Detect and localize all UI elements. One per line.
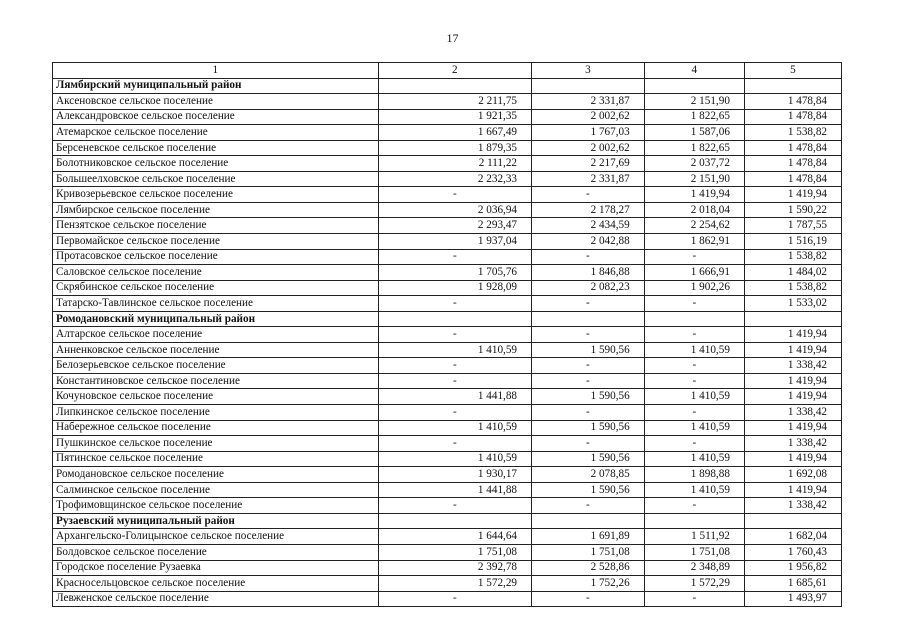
value-cell-col4: 2 018,04 xyxy=(644,202,744,218)
value-cell-col2: - xyxy=(378,436,531,452)
value-cell-col5: 1 692,08 xyxy=(744,467,841,483)
settlement-name: Салминское сельское поселение xyxy=(53,482,379,498)
value-cell-col2: - xyxy=(378,296,531,312)
empty-cell xyxy=(378,311,531,327)
value-cell-col4: 2 151,90 xyxy=(644,171,744,187)
value-cell-col4: 1 862,91 xyxy=(644,234,744,250)
table-row xyxy=(53,296,842,312)
value-cell-col3: 2 082,23 xyxy=(532,280,645,296)
value-cell-col2: 1 667,49 xyxy=(378,125,531,141)
value-cell-col4: 2 037,72 xyxy=(644,156,744,172)
value-cell-col5: 1 338,42 xyxy=(744,498,841,514)
value-cell-col2: 2 392,78 xyxy=(378,560,531,576)
value-cell-col2: - xyxy=(378,249,531,265)
value-cell-col3: 1 751,08 xyxy=(532,544,645,560)
table-row xyxy=(53,280,842,296)
value-cell-col4: - xyxy=(644,249,744,265)
value-cell-col5: 1 484,02 xyxy=(744,265,841,281)
value-cell-col4: 1 572,29 xyxy=(644,576,744,592)
value-cell-col5: 1 419,94 xyxy=(744,482,841,498)
value-cell-col4: - xyxy=(644,405,744,421)
value-cell-col4: 1 410,59 xyxy=(644,342,744,358)
value-cell-col4: 1 410,59 xyxy=(644,389,744,405)
table-row xyxy=(53,234,842,250)
value-cell-col3: - xyxy=(532,296,645,312)
value-cell-col2: 2 036,94 xyxy=(378,202,531,218)
value-cell-col3: - xyxy=(532,436,645,452)
settlement-name: Ромодановское сельское поселение xyxy=(53,467,379,483)
settlement-name: Татарско-Тавлинское сельское поселение xyxy=(53,296,379,312)
empty-cell xyxy=(532,78,645,94)
value-cell-col2: 1 937,04 xyxy=(378,234,531,250)
value-cell-col3: 2 217,69 xyxy=(532,156,645,172)
value-cell-col5: 1 419,94 xyxy=(744,420,841,436)
value-cell-col2: 1 441,88 xyxy=(378,389,531,405)
value-cell-col4: 1 410,59 xyxy=(644,420,744,436)
value-cell-col3: 1 752,26 xyxy=(532,576,645,592)
table-row xyxy=(53,482,842,498)
settlement-name: Пензятское сельское поселение xyxy=(53,218,379,234)
table-row xyxy=(53,358,842,374)
value-cell-col2: - xyxy=(378,405,531,421)
value-cell-col5: 1 760,43 xyxy=(744,544,841,560)
table-row xyxy=(53,156,842,172)
settlement-name: Белозерьевское сельское поселение xyxy=(53,358,379,374)
value-cell-col3: 1 590,56 xyxy=(532,389,645,405)
value-cell-col2: 2 211,75 xyxy=(378,94,531,110)
value-cell-col3: 2 002,62 xyxy=(532,140,645,156)
settlement-name: Протасовское сельское поселение xyxy=(53,249,379,265)
value-cell-col3: 2 002,62 xyxy=(532,109,645,125)
settlement-name: Александровское сельское поселение xyxy=(53,109,379,125)
value-cell-col3: - xyxy=(532,249,645,265)
value-cell-col5: 1 478,84 xyxy=(744,156,841,172)
table-row xyxy=(53,171,842,187)
value-cell-col3: 2 042,88 xyxy=(532,234,645,250)
settlement-name: Трофимовщинское сельское поселение xyxy=(53,498,379,514)
value-cell-col5: 1 338,42 xyxy=(744,358,841,374)
value-cell-col4: 2 348,89 xyxy=(644,560,744,576)
value-cell-col2: 2 232,33 xyxy=(378,171,531,187)
settlement-name: Константиновское сельское поселение xyxy=(53,373,379,389)
value-cell-col2: - xyxy=(378,187,531,203)
table-row xyxy=(53,140,842,156)
value-cell-col2: - xyxy=(378,498,531,514)
table-row xyxy=(53,109,842,125)
table-row xyxy=(53,94,842,110)
value-cell-col2: 1 879,35 xyxy=(378,140,531,156)
value-cell-col4: 1 419,94 xyxy=(644,187,744,203)
table-row xyxy=(53,529,842,545)
value-cell-col2: - xyxy=(378,327,531,343)
value-cell-col5: 1 538,82 xyxy=(744,280,841,296)
value-cell-col2: 1 572,29 xyxy=(378,576,531,592)
empty-cell xyxy=(644,78,744,94)
district-name: Рузаевский муниципальный район xyxy=(53,513,379,529)
value-cell-col4: 1 587,06 xyxy=(644,125,744,141)
value-cell-col3: 1 846,88 xyxy=(532,265,645,281)
value-cell-col3: 2 434,59 xyxy=(532,218,645,234)
page-number: 17 xyxy=(446,31,459,45)
empty-cell xyxy=(744,311,841,327)
value-cell-col2: - xyxy=(378,373,531,389)
value-cell-col3: 1 767,03 xyxy=(532,125,645,141)
value-cell-col3: - xyxy=(532,327,645,343)
empty-cell xyxy=(644,311,744,327)
value-cell-col4: 2 151,90 xyxy=(644,94,744,110)
empty-cell xyxy=(532,311,645,327)
value-cell-col2: 2 293,47 xyxy=(378,218,531,234)
settlement-name: Анненковское сельское поселение xyxy=(53,342,379,358)
settlement-name: Набережное сельское поселение xyxy=(53,420,379,436)
table-row xyxy=(53,218,842,234)
value-cell-col4: 1 410,59 xyxy=(644,482,744,498)
settlement-name: Лямбирское сельское поселение xyxy=(53,202,379,218)
value-cell-col5: 1 338,42 xyxy=(744,436,841,452)
value-cell-col5: 1 419,94 xyxy=(744,451,841,467)
settlement-name: Пушкинское сельское поселение xyxy=(53,436,379,452)
table-row xyxy=(53,467,842,483)
table-row xyxy=(53,405,842,421)
settlement-name: Кривозерьевское сельское поселение xyxy=(53,187,379,203)
value-cell-col3: - xyxy=(532,187,645,203)
table-header-row xyxy=(53,63,842,79)
column-header-2: 2 xyxy=(378,63,531,79)
value-cell-col5: 1 956,82 xyxy=(744,560,841,576)
settlement-name: Архангельско-Голицынское сельское поселение xyxy=(53,529,379,545)
value-cell-col3: 1 590,56 xyxy=(532,420,645,436)
column-header-5: 5 xyxy=(744,63,841,79)
value-cell-col4: 1 511,92 xyxy=(644,529,744,545)
value-cell-col2: 1 930,17 xyxy=(378,467,531,483)
empty-cell xyxy=(378,78,531,94)
table-row xyxy=(53,591,842,607)
table-row xyxy=(53,576,842,592)
column-header-1: 1 xyxy=(53,63,379,79)
settlement-name: Саловское сельское поселение xyxy=(53,265,379,281)
settlement-name: Скрябинское сельское поселение xyxy=(53,280,379,296)
empty-cell xyxy=(644,513,744,529)
settlement-name: Большеелховское сельское поселение xyxy=(53,171,379,187)
value-cell-col2: 1 410,59 xyxy=(378,342,531,358)
value-cell-col4: 1 822,65 xyxy=(644,109,744,125)
value-cell-col5: 1 419,94 xyxy=(744,327,841,343)
value-cell-col5: 1 478,84 xyxy=(744,94,841,110)
value-cell-col5: 1 419,94 xyxy=(744,342,841,358)
settlement-name: Городское поселение Рузаевка xyxy=(53,560,379,576)
value-cell-col2: - xyxy=(378,591,531,607)
settlement-name: Левженское сельское поселение xyxy=(53,591,379,607)
table-row xyxy=(53,560,842,576)
value-cell-col3: 2 178,27 xyxy=(532,202,645,218)
value-cell-col2: 1 921,35 xyxy=(378,109,531,125)
table-row xyxy=(53,187,842,203)
value-cell-col4: - xyxy=(644,296,744,312)
value-cell-col5: 1 516,19 xyxy=(744,234,841,250)
table-row xyxy=(53,498,842,514)
value-cell-col2: 1 410,59 xyxy=(378,420,531,436)
table-body xyxy=(53,78,842,607)
value-cell-col4: 1 902,26 xyxy=(644,280,744,296)
tariff-table xyxy=(52,62,842,607)
value-cell-col5: 1 787,55 xyxy=(744,218,841,234)
value-cell-col2: 1 644,64 xyxy=(378,529,531,545)
value-cell-col4: - xyxy=(644,358,744,374)
value-cell-col5: 1 533,02 xyxy=(744,296,841,312)
table-row xyxy=(53,265,842,281)
settlement-name: Липкинское сельское поселение xyxy=(53,405,379,421)
empty-cell xyxy=(744,78,841,94)
value-cell-col4: - xyxy=(644,436,744,452)
value-cell-col4: - xyxy=(644,373,744,389)
value-cell-col4: 1 666,91 xyxy=(644,265,744,281)
value-cell-col3: - xyxy=(532,405,645,421)
settlement-name: Берсеневское сельское поселение xyxy=(53,140,379,156)
table-row xyxy=(53,342,842,358)
value-cell-col3: 2 078,85 xyxy=(532,467,645,483)
value-cell-col5: 1 478,84 xyxy=(744,109,841,125)
value-cell-col5: 1 478,84 xyxy=(744,140,841,156)
value-cell-col3: 1 590,56 xyxy=(532,451,645,467)
table-row xyxy=(53,389,842,405)
value-cell-col2: - xyxy=(378,358,531,374)
value-cell-col5: 1 590,22 xyxy=(744,202,841,218)
settlement-name: Аксеновское сельское поселение xyxy=(53,94,379,110)
value-cell-col5: 1 493,97 xyxy=(744,591,841,607)
value-cell-col5: 1 538,82 xyxy=(744,249,841,265)
empty-cell xyxy=(378,513,531,529)
empty-cell xyxy=(744,513,841,529)
district-header-row xyxy=(53,513,842,529)
value-cell-col4: 1 898,88 xyxy=(644,467,744,483)
district-header-row xyxy=(53,78,842,94)
value-cell-col5: 1 538,82 xyxy=(744,125,841,141)
table-row xyxy=(53,202,842,218)
value-cell-col4: - xyxy=(644,327,744,343)
value-cell-col2: 1 705,76 xyxy=(378,265,531,281)
settlement-name: Кочуновское сельское поселение xyxy=(53,389,379,405)
value-cell-col5: 1 419,94 xyxy=(744,187,841,203)
table-row xyxy=(53,420,842,436)
table-row xyxy=(53,249,842,265)
table-row xyxy=(53,327,842,343)
settlement-name: Болдовское сельское поселение xyxy=(53,544,379,560)
settlement-name: Атемарское сельское поселение xyxy=(53,125,379,141)
value-cell-col4: - xyxy=(644,591,744,607)
value-cell-col2: 1 928,09 xyxy=(378,280,531,296)
value-cell-col3: 1 590,56 xyxy=(532,342,645,358)
value-cell-col5: 1 682,04 xyxy=(744,529,841,545)
value-cell-col5: 1 419,94 xyxy=(744,389,841,405)
district-name: Лямбирский муниципальный район xyxy=(53,78,379,94)
value-cell-col5: 1 685,61 xyxy=(744,576,841,592)
table-row xyxy=(53,373,842,389)
value-cell-col4: 1 410,59 xyxy=(644,451,744,467)
value-cell-col5: 1 419,94 xyxy=(744,373,841,389)
district-header-row xyxy=(53,311,842,327)
settlement-name: Красносельцовское сельское поселение xyxy=(53,576,379,592)
value-cell-col3: 2 331,87 xyxy=(532,171,645,187)
value-cell-col3: 1 691,89 xyxy=(532,529,645,545)
column-header-4: 4 xyxy=(644,63,744,79)
value-cell-col5: 1 478,84 xyxy=(744,171,841,187)
district-name: Ромодановский муниципальный район xyxy=(53,311,379,327)
settlement-name: Болотниковское сельское поселение xyxy=(53,156,379,172)
value-cell-col5: 1 338,42 xyxy=(744,405,841,421)
value-cell-col3: - xyxy=(532,373,645,389)
value-cell-col4: - xyxy=(644,498,744,514)
value-cell-col4: 1 751,08 xyxy=(644,544,744,560)
value-cell-col2: 1 751,08 xyxy=(378,544,531,560)
table-row xyxy=(53,436,842,452)
value-cell-col3: - xyxy=(532,591,645,607)
value-cell-col3: 1 590,56 xyxy=(532,482,645,498)
column-header-3: 3 xyxy=(532,63,645,79)
settlement-name: Пятинское сельское поселение xyxy=(53,451,379,467)
table-row xyxy=(53,544,842,560)
settlement-name: Алтарское сельское поселение xyxy=(53,327,379,343)
value-cell-col3: 2 331,87 xyxy=(532,94,645,110)
value-cell-col2: 1 410,59 xyxy=(378,451,531,467)
empty-cell xyxy=(532,513,645,529)
value-cell-col3: - xyxy=(532,358,645,374)
value-cell-col3: 2 528,86 xyxy=(532,560,645,576)
value-cell-col2: 2 111,22 xyxy=(378,156,531,172)
table-row xyxy=(53,125,842,141)
value-cell-col2: 1 441,88 xyxy=(378,482,531,498)
settlement-name: Первомайское сельское поселение xyxy=(53,234,379,250)
value-cell-col3: - xyxy=(532,498,645,514)
value-cell-col4: 1 822,65 xyxy=(644,140,744,156)
table-row xyxy=(53,451,842,467)
value-cell-col4: 2 254,62 xyxy=(644,218,744,234)
